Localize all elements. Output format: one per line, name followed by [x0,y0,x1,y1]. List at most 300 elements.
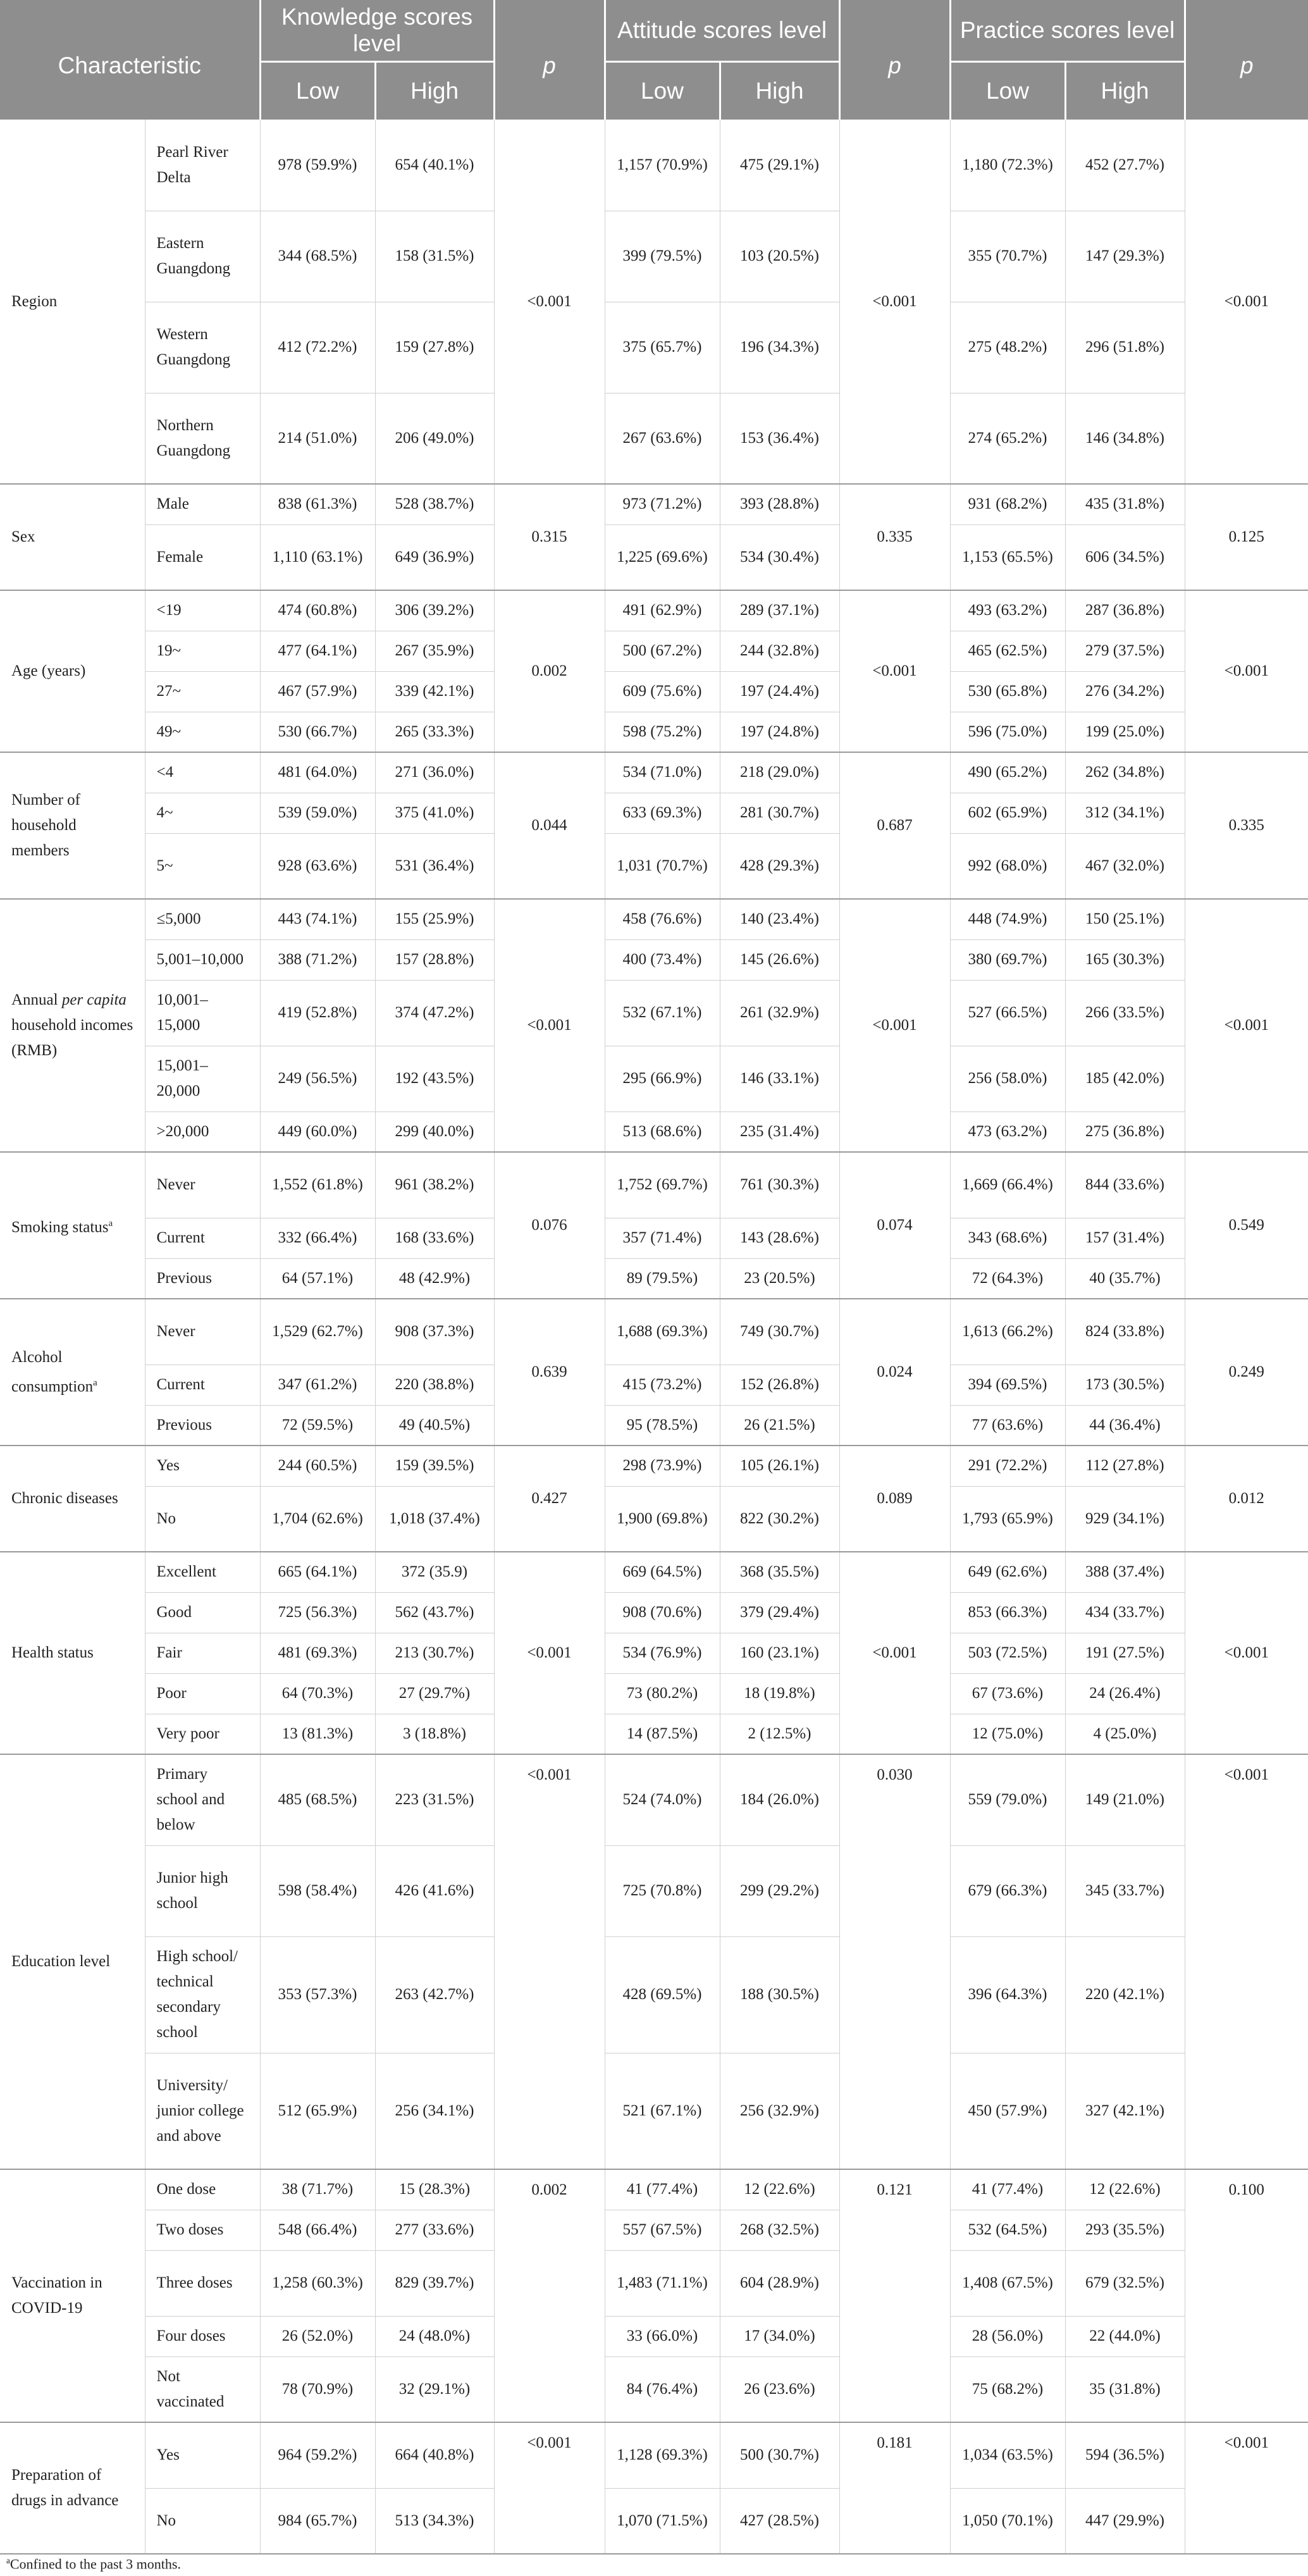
row-label: >20,000 [145,1112,260,1152]
row-label: Junior high school [145,1845,260,1936]
value-cell: 679 (66.3%) [950,1845,1065,1936]
table-row [0,631,1308,671]
row-label: 10,001–15,000 [145,980,260,1046]
value-cell: 33 (66.0%) [605,2316,720,2356]
table-body [0,120,1308,2554]
value-cell: 41 (77.4%) [605,2169,720,2210]
value-cell: 13 (81.3%) [260,1714,375,1754]
value-cell: 26 (23.6%) [720,2356,839,2422]
value-cell: 18 (19.8%) [720,1673,839,1714]
value-cell: 159 (39.5%) [375,1446,494,1486]
value-cell: 146 (34.8%) [1065,393,1185,484]
value-cell: 23 (20.5%) [720,1258,839,1299]
value-cell: 103 (20.5%) [720,211,839,302]
value-cell: 372 (35.9) [375,1552,494,1592]
footnote-text: Confined to the past 3 months. [9,2556,181,2572]
p-value: 0.002 [494,590,605,752]
group-label [0,2422,145,2554]
p-value: 0.181 [839,2422,950,2554]
value-cell: 289 (37.1%) [720,590,839,631]
value-cell: 649 (36.9%) [375,524,494,590]
value-cell: 513 (34.3%) [375,2488,494,2554]
footnote-mark: a [93,1377,97,1388]
value-cell: 531 (36.4%) [375,833,494,899]
value-cell: 512 (65.9%) [260,2053,375,2169]
value-cell: 1,128 (69.3%) [605,2422,720,2488]
value-cell: 89 (79.5%) [605,1258,720,1299]
value-cell: 35 (31.8%) [1065,2356,1185,2422]
value-cell: 375 (65.7%) [605,302,720,393]
value-cell: 267 (63.6%) [605,393,720,484]
value-cell: 1,613 (66.2%) [950,1299,1065,1365]
table-row [0,120,1308,211]
group-label-text: Health status [11,1644,94,1661]
row-label: Northern Guangdong [145,393,260,484]
table-row [0,2250,1308,2316]
value-cell: 268 (32.5%) [720,2210,839,2250]
p-value: <0.001 [1185,590,1308,752]
p-header-attitude: p [839,0,950,120]
value-cell: 1,704 (62.6%) [260,1486,375,1552]
value-cell: 145 (26.6%) [720,939,839,980]
group-label [0,1754,145,2169]
value-cell: 275 (36.8%) [1065,1112,1185,1152]
value-cell: 844 (33.6%) [1065,1152,1185,1218]
value-cell: 434 (33.7%) [1065,1592,1185,1633]
value-cell: 28 (56.0%) [950,2316,1065,2356]
table-row [0,1845,1308,1936]
value-cell: 95 (78.5%) [605,1405,720,1446]
row-label: Eastern Guangdong [145,211,260,302]
value-cell: 500 (67.2%) [605,631,720,671]
value-cell: 173 (30.5%) [1065,1365,1185,1405]
p-value: 0.427 [494,1446,605,1552]
value-cell: 1,110 (63.1%) [260,524,375,590]
value-cell: 276 (34.2%) [1065,671,1185,712]
p-value: <0.001 [1185,899,1308,1152]
table-row [0,980,1308,1046]
value-cell: 973 (71.2%) [605,484,720,524]
p-value: 0.024 [839,1299,950,1446]
value-cell: 534 (30.4%) [720,524,839,590]
value-cell: 443 (74.1%) [260,899,375,939]
p-value: 0.012 [1185,1446,1308,1552]
value-cell: 559 (79.0%) [950,1754,1065,1845]
table-row [0,1714,1308,1754]
p-value: 0.639 [494,1299,605,1446]
value-cell: 654 (40.1%) [375,120,494,211]
value-cell: 235 (31.4%) [720,1112,839,1152]
value-cell: 1,752 (69.7%) [605,1152,720,1218]
value-cell: 345 (33.7%) [1065,1845,1185,1936]
p-value: 0.100 [1185,2169,1308,2422]
table-row [0,393,1308,484]
value-cell: 448 (74.9%) [950,899,1065,939]
value-cell: 530 (66.7%) [260,712,375,752]
value-cell: 160 (23.1%) [720,1633,839,1673]
table-row [0,302,1308,393]
row-label: University/ junior college and above [145,2053,260,2169]
value-cell: 244 (60.5%) [260,1446,375,1486]
practice-low-header: Low [950,62,1065,120]
row-label: Yes [145,2422,260,2488]
value-cell: 157 (31.4%) [1065,1218,1185,1258]
value-cell: 155 (25.9%) [375,899,494,939]
group-label [0,2169,145,2422]
group-label [0,120,145,484]
value-cell: 908 (37.3%) [375,1299,494,1365]
value-cell: 394 (69.5%) [950,1365,1065,1405]
row-label: Fair [145,1633,260,1673]
row-label: High school/ technical secondary school [145,1936,260,2053]
group-label-text: Region [11,292,58,310]
value-cell: 26 (52.0%) [260,2316,375,2356]
p-value: <0.001 [1185,1552,1308,1754]
value-cell: 749 (30.7%) [720,1299,839,1365]
value-cell: 67 (73.6%) [950,1673,1065,1714]
value-cell: 853 (66.3%) [950,1592,1065,1633]
value-cell: 490 (65.2%) [950,752,1065,793]
p-header-practice: p [1185,0,1308,120]
value-cell: 393 (28.8%) [720,484,839,524]
value-cell: 256 (34.1%) [375,2053,494,2169]
table-row [0,2053,1308,2169]
p-value: 0.089 [839,1446,950,1552]
value-cell: 64 (57.1%) [260,1258,375,1299]
value-cell: 426 (41.6%) [375,1845,494,1936]
value-cell: 375 (41.0%) [375,793,494,833]
p-value: <0.001 [494,120,605,484]
value-cell: 287 (36.8%) [1065,590,1185,631]
row-label: 27~ [145,671,260,712]
row-label: Current [145,1218,260,1258]
value-cell: 192 (43.5%) [375,1046,494,1112]
value-cell: 562 (43.7%) [375,1592,494,1633]
value-cell: 332 (66.4%) [260,1218,375,1258]
value-cell: 929 (34.1%) [1065,1486,1185,1552]
table-row [0,1552,1308,1592]
value-cell: 267 (35.9%) [375,631,494,671]
value-cell: 159 (27.8%) [375,302,494,393]
value-cell: 1,258 (60.3%) [260,2250,375,2316]
value-cell: 3 (18.8%) [375,1714,494,1754]
value-cell: 265 (33.3%) [375,712,494,752]
value-cell: 1,153 (65.5%) [950,524,1065,590]
value-cell: 1,408 (67.5%) [950,2250,1065,2316]
value-cell: 218 (29.0%) [720,752,839,793]
value-cell: 165 (30.3%) [1065,939,1185,980]
characteristic-header: Characteristic [0,0,260,120]
value-cell: 1,669 (66.4%) [950,1152,1065,1218]
row-label: No [145,2488,260,2554]
p-value: 0.687 [839,752,950,899]
value-cell: 355 (70.7%) [950,211,1065,302]
p-value: 0.076 [494,1152,605,1299]
value-cell: 435 (31.8%) [1065,484,1185,524]
table-row [0,2210,1308,2250]
value-cell: 147 (29.3%) [1065,211,1185,302]
value-cell: 27 (29.7%) [375,1673,494,1714]
p-value: <0.001 [494,1754,605,2169]
value-cell: 64 (70.3%) [260,1673,375,1714]
p-value: 0.335 [839,484,950,590]
value-cell: 312 (34.1%) [1065,793,1185,833]
row-label: 15,001–20,000 [145,1046,260,1112]
value-cell: 978 (59.9%) [260,120,375,211]
row-label: Good [145,1592,260,1633]
value-cell: 1,529 (62.7%) [260,1299,375,1365]
value-cell: 596 (75.0%) [950,712,1065,752]
group-label-text: Education level [11,1953,111,1970]
value-cell: 344 (68.5%) [260,211,375,302]
value-cell: 665 (64.1%) [260,1552,375,1592]
value-cell: 1,900 (69.8%) [605,1486,720,1552]
row-label: Not vaccinated [145,2356,260,2422]
value-cell: 609 (75.6%) [605,671,720,712]
value-cell: 473 (63.2%) [950,1112,1065,1152]
table-row [0,793,1308,833]
group-label-text: Alcohol consumption [11,1348,94,1396]
value-cell: 249 (56.5%) [260,1046,375,1112]
value-cell: 415 (73.2%) [605,1365,720,1405]
row-label: Pearl River Delta [145,120,260,211]
table-row [0,1673,1308,1714]
value-cell: 196 (34.3%) [720,302,839,393]
knowledge-low-header: Low [260,62,375,120]
value-cell: 428 (69.5%) [605,1936,720,2053]
table-row [0,833,1308,899]
value-cell: 428 (29.3%) [720,833,839,899]
group-label-text: Preparation of drugs in advance [11,2467,119,2509]
p-value: <0.001 [839,899,950,1152]
value-cell: 379 (29.4%) [720,1592,839,1633]
group-label-text: Smoking status [11,1218,109,1236]
table-row [0,1592,1308,1633]
p-value: <0.001 [1185,2422,1308,2554]
value-cell: 274 (65.2%) [950,393,1065,484]
value-cell: 427 (28.5%) [720,2488,839,2554]
value-cell: 244 (32.8%) [720,631,839,671]
value-cell: 24 (26.4%) [1065,1673,1185,1714]
row-label: Excellent [145,1552,260,1592]
value-cell: 449 (60.0%) [260,1112,375,1152]
value-cell: 467 (32.0%) [1065,833,1185,899]
table-row [0,1218,1308,1258]
value-cell: 534 (76.9%) [605,1633,720,1673]
value-cell: 467 (57.9%) [260,671,375,712]
group-label [0,752,145,899]
p-value: 0.249 [1185,1299,1308,1446]
group-label-text: Vaccination in COVID-19 [11,2274,102,2317]
value-cell: 339 (42.1%) [375,671,494,712]
value-cell: 77 (63.6%) [950,1405,1065,1446]
value-cell: 984 (65.7%) [260,2488,375,2554]
value-cell: 347 (61.2%) [260,1365,375,1405]
table-row [0,939,1308,980]
group-label-text: Sex [11,528,35,545]
value-cell: 143 (28.6%) [720,1218,839,1258]
table-row [0,1299,1308,1365]
value-cell: 271 (36.0%) [375,752,494,793]
value-cell: 465 (62.5%) [950,631,1065,671]
value-cell: 1,225 (69.6%) [605,524,720,590]
value-cell: 206 (49.0%) [375,393,494,484]
value-cell: 220 (38.8%) [375,1365,494,1405]
value-cell: 12 (75.0%) [950,1714,1065,1754]
value-cell: 275 (48.2%) [950,302,1065,393]
value-cell: 197 (24.4%) [720,671,839,712]
table-row [0,1754,1308,1845]
p-value: 0.074 [839,1152,950,1299]
value-cell: 447 (29.9%) [1065,2488,1185,2554]
value-cell: 168 (33.6%) [375,1218,494,1258]
value-cell: 838 (61.3%) [260,484,375,524]
p-value: <0.001 [839,120,950,484]
value-cell: 263 (42.7%) [375,1936,494,2053]
value-cell: 829 (39.7%) [375,2250,494,2316]
practice-high-header: High [1065,62,1185,120]
value-cell: 399 (79.5%) [605,211,720,302]
attitude-high-header: High [720,62,839,120]
table-row [0,2316,1308,2356]
value-cell: 500 (30.7%) [720,2422,839,2488]
value-cell: 725 (70.8%) [605,1845,720,1936]
footnote-mark: a [108,1218,113,1229]
value-cell: 419 (52.8%) [260,980,375,1046]
value-cell: 48 (42.9%) [375,1258,494,1299]
row-label: <4 [145,752,260,793]
table-row [0,1046,1308,1112]
value-cell: 1,483 (71.1%) [605,2250,720,2316]
row-label: ≤5,000 [145,899,260,939]
value-cell: 452 (27.7%) [1065,120,1185,211]
table-row [0,1405,1308,1446]
value-cell: 26 (21.5%) [720,1405,839,1446]
value-cell: 1,034 (63.5%) [950,2422,1065,2488]
row-label: <19 [145,590,260,631]
table-row [0,2169,1308,2210]
value-cell: 594 (36.5%) [1065,2422,1185,2488]
value-cell: 557 (67.5%) [605,2210,720,2250]
value-cell: 296 (51.8%) [1065,302,1185,393]
value-cell: 281 (30.7%) [720,793,839,833]
value-cell: 261 (32.9%) [720,980,839,1046]
group-label [0,1299,145,1446]
value-cell: 521 (67.1%) [605,2053,720,2169]
value-cell: 12 (22.6%) [1065,2169,1185,2210]
group-label [0,484,145,590]
p-value: 0.125 [1185,484,1308,590]
group-label [0,1552,145,1754]
value-cell: 485 (68.5%) [260,1754,375,1845]
group-label [0,1446,145,1552]
row-label: 5~ [145,833,260,899]
table-row [0,752,1308,793]
value-cell: 306 (39.2%) [375,590,494,631]
value-cell: 824 (33.8%) [1065,1299,1185,1365]
value-cell: 532 (67.1%) [605,980,720,1046]
value-cell: 197 (24.8%) [720,712,839,752]
value-cell: 327 (42.1%) [1065,2053,1185,2169]
value-cell: 388 (71.2%) [260,939,375,980]
table-row [0,2488,1308,2554]
value-cell: 491 (62.9%) [605,590,720,631]
p-value: 0.549 [1185,1152,1308,1299]
row-label: 5,001–10,000 [145,939,260,980]
knowledge-header: Knowledge scores level [260,0,494,62]
row-label: Current [145,1365,260,1405]
p-value: <0.001 [494,899,605,1152]
value-cell: 1,157 (70.9%) [605,120,720,211]
row-label: Never [145,1299,260,1365]
value-cell: 266 (33.5%) [1065,980,1185,1046]
value-cell: 524 (74.0%) [605,1754,720,1845]
row-label: Three doses [145,2250,260,2316]
value-cell: 964 (59.2%) [260,2422,375,2488]
value-cell: 606 (34.5%) [1065,524,1185,590]
p-value: 0.044 [494,752,605,899]
value-cell: 72 (59.5%) [260,1405,375,1446]
value-cell: 961 (38.2%) [375,1152,494,1218]
value-cell: 357 (71.4%) [605,1218,720,1258]
footnote [6,2556,181,2572]
value-cell: 1,793 (65.9%) [950,1486,1065,1552]
footnote-mark: a [6,2556,10,2565]
p-value: 0.121 [839,2169,950,2422]
value-cell: 223 (31.5%) [375,1754,494,1845]
value-cell: 928 (63.6%) [260,833,375,899]
group-label [0,899,145,1152]
value-cell: 105 (26.1%) [720,1446,839,1486]
value-cell: 150 (25.1%) [1065,899,1185,939]
value-cell: 548 (66.4%) [260,2210,375,2250]
table-row [0,1152,1308,1218]
value-cell: 1,018 (37.4%) [375,1486,494,1552]
value-cell: 72 (64.3%) [950,1258,1065,1299]
row-label: 49~ [145,712,260,752]
value-cell: 822 (30.2%) [720,1486,839,1552]
value-cell: 368 (35.5%) [720,1552,839,1592]
value-cell: 78 (70.9%) [260,2356,375,2422]
value-cell: 530 (65.8%) [950,671,1065,712]
value-cell: 199 (25.0%) [1065,712,1185,752]
value-cell: 277 (33.6%) [375,2210,494,2250]
value-cell: 649 (62.6%) [950,1552,1065,1592]
value-cell: 374 (47.2%) [375,980,494,1046]
value-cell: 184 (26.0%) [720,1754,839,1845]
row-label: Female [145,524,260,590]
group-label-text: Number of household members [11,791,80,859]
p-value: 0.315 [494,484,605,590]
value-cell: 256 (32.9%) [720,2053,839,2169]
value-cell: 44 (36.4%) [1065,1405,1185,1446]
value-cell: 188 (30.5%) [720,1936,839,2053]
value-cell: 220 (42.1%) [1065,1936,1185,2053]
value-cell: 353 (57.3%) [260,1936,375,2053]
value-cell: 1,688 (69.3%) [605,1299,720,1365]
value-cell: 73 (80.2%) [605,1673,720,1714]
value-cell: 213 (30.7%) [375,1633,494,1673]
table-row [0,590,1308,631]
value-cell: 493 (63.2%) [950,590,1065,631]
p-value: <0.001 [839,590,950,752]
row-label: Previous [145,1405,260,1446]
value-cell: 15 (28.3%) [375,2169,494,2210]
table-header [0,0,1308,120]
row-label: Four doses [145,2316,260,2356]
group-label-text: Annual per capita household incomes (RMB) [11,991,133,1059]
value-cell: 41 (77.4%) [950,2169,1065,2210]
